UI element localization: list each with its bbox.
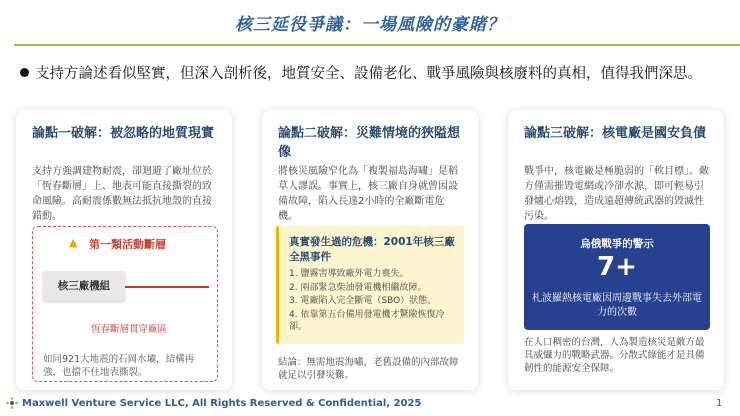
warning-icon: ▲ <box>69 236 78 249</box>
history-box <box>276 226 464 344</box>
list-item: 1. 鹽霧害導致廠外電力喪失。 <box>289 269 409 279</box>
history-title: 真實發生過的危機：2001年核三廠全黑事件 <box>289 236 455 263</box>
card-security <box>508 110 724 390</box>
history-list <box>289 268 461 335</box>
card-body: 將核災風險窄化為「複製福島海嘯」是稻草人謬誤。事實上，核三廠自身就曾因設備故障，陷入長達2小時的全廠斷電危機。 <box>278 166 458 222</box>
fault-title: 第一類活動斷層 <box>89 238 166 251</box>
plant-label: 核三廠機組 <box>43 271 125 301</box>
intro-text: 支持方論述看似堅實，但深入剖析後，地質安全、設備老化、戰爭風險與核廢料的真相，值得我們深思。 <box>35 66 702 82</box>
fault-caption: 恆春斷層貫穿廠區 <box>90 324 167 335</box>
footer-text: Maxwell Venture Service LLC, All Rights Reserved & Confidential, 2025 <box>22 398 422 409</box>
card-body: 戰爭中，核電廠是極脆弱的「軟目標」。敵方僅需摧毀電網或冷卻水源，即可輕易引發爐心熔毀，造成遠超傳統武器的毀滅性污染。 <box>524 166 709 222</box>
stat-title: 烏俄戰爭的警示 <box>580 238 654 250</box>
card-geology <box>16 110 232 390</box>
intro-paragraph <box>20 64 720 84</box>
stat-description: 札波羅熱核電廠因周邊戰事失去外部電力的次數 <box>532 293 702 318</box>
card-conclusion: 在人口稠密的台灣，人為製造核災是敵方最具威懾力的戰略武器。分散式綠能才是具備韌性的能源安全保障。 <box>524 337 705 374</box>
card-body: 支持方強調建物耐震，卻迴避了廠址位於「恆春斷層」上、地表可能直接撕裂的致命風險。高耐震係數無法抵抗地殼的直接錯動。 <box>32 166 212 222</box>
card-conclusion: 結論：無需地震海嘯，老舊設備的內部故障就足以引發災難。 <box>278 357 459 381</box>
card-title: 論點二破解：災難情境的狹隘想像 <box>278 126 461 160</box>
card-title: 論點一破解：被忽略的地質現實 <box>32 126 215 141</box>
list-item: 2. 兩部緊急柴油發電機相繼故障。 <box>289 282 427 293</box>
stat-box <box>524 224 710 330</box>
list-item: 4. 依靠第五台備用發電機才驚險恢復冷卻。 <box>289 309 445 332</box>
card-title: 論點三破解：核電廠是國安負債 <box>524 126 707 141</box>
title-divider <box>14 44 740 46</box>
card-disaster <box>262 110 478 390</box>
list-item: 3. 電廠陷入完全斷電（SBO）狀態。 <box>289 296 437 306</box>
bullet-icon <box>20 68 29 77</box>
fault-diagram <box>32 226 218 382</box>
stat-number: 7+ <box>597 252 637 282</box>
fault-note: 如同921大地震的石岡水壩，結構再強，也擋不住地表撕裂。 <box>43 354 195 378</box>
company-logo-icon <box>6 397 18 409</box>
page-title: 核三延役爭議：一場風險的豪賭？ <box>235 15 505 35</box>
page-number: 1 <box>716 398 723 409</box>
